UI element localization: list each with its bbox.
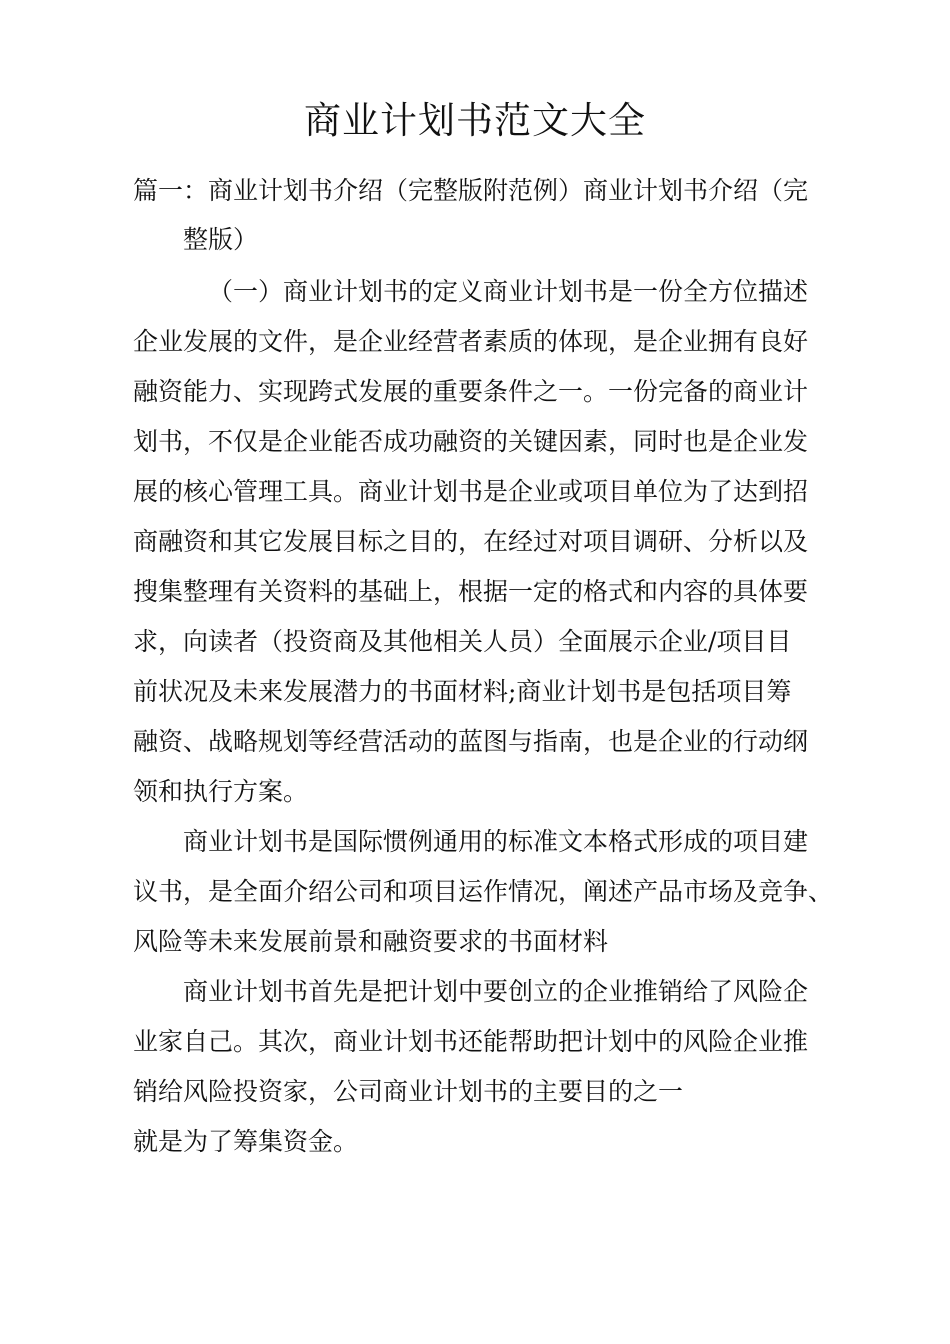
paragraph1-line: 融资能力、实现跨式发展的重要条件之一。一份完备的商业计 xyxy=(133,377,809,406)
paragraph1-line: 搜集整理有关资料的基础上，根据一定的格式和内容的具体要 xyxy=(133,577,809,606)
paragraph3-line: 业家自己。其次，商业计划书还能帮助把计划中的风险企业推 xyxy=(133,1027,809,1056)
paragraph1-line: 求，向读者（投资商及其他相关人员）全面展示企业/项目目 xyxy=(133,627,792,656)
paragraph1-line: 领和执行方案。 xyxy=(133,777,309,806)
paragraph1-line: 前状况及未来发展潜力的书面材料;商业计划书是包括项目筹 xyxy=(133,677,792,706)
paragraph2-line: 风险等未来发展前景和融资要求的书面材料 xyxy=(133,927,609,956)
paragraph3-line: 就是为了筹集资金。 xyxy=(133,1127,359,1156)
document-title: 商业计划书范文大全 xyxy=(304,99,646,142)
paragraph2-line: 议书，是全面介绍公司和项目运作情况，阐述产品市场及竞争、 xyxy=(133,877,834,906)
paragraph1-line: 划书，不仅是企业能否成功融资的关键因素，同时也是企业发 xyxy=(133,427,809,456)
paragraph1-line: （一）商业计划书的定义商业计划书是一份全方位描述 xyxy=(208,277,809,306)
paragraph1-line: 企业发展的文件，是企业经营者素质的体现，是企业拥有良好 xyxy=(133,327,809,356)
paragraph3-line: 商业计划书首先是把计划中要创立的企业推销给了风险企 xyxy=(183,977,809,1006)
heading-line-2: 整版） xyxy=(183,225,259,254)
paragraph3-line: 销给风险投资家，公司商业计划书的主要目的之一 xyxy=(133,1077,684,1106)
heading-line-1: 篇一：商业计划书介绍（完整版附范例）商业计划书介绍（完 xyxy=(133,176,809,205)
paragraph1-line: 融资、战略规划等经营活动的蓝图与指南，也是企业的行动纲 xyxy=(133,727,809,756)
paragraph2-line: 商业计划书是国际惯例通用的标准文本格式形成的项目建 xyxy=(183,827,809,856)
paragraph1-line: 商融资和其它发展目标之目的，在经过对项目调研、分析以及 xyxy=(133,527,809,556)
paragraph1-line: 展的核心管理工具。商业计划书是企业或项目单位为了达到招 xyxy=(133,477,809,506)
